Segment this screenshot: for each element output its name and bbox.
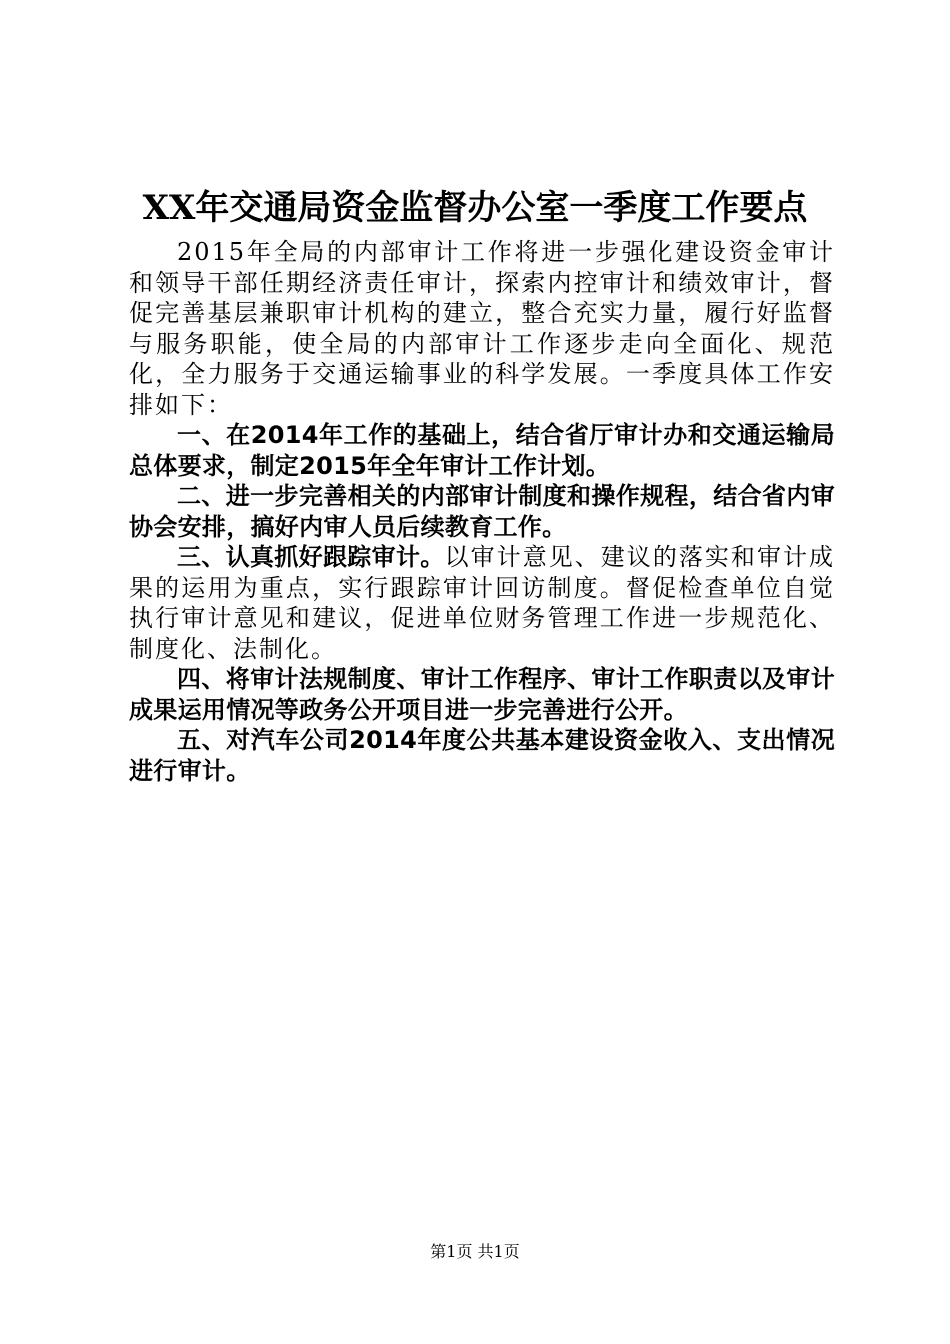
page-number-footer: 第1页 共1页 — [430, 1242, 520, 1261]
work-item-2: 二、进一步完善相关的内部审计制度和操作规程，结合省内审协会安排，搞好内审人员后续教育工作。 — [129, 482, 835, 541]
document-title: XX年交通局资金监督办公室一季度工作要点 — [142, 188, 808, 228]
intro-paragraph: 2015年全局的内部审计工作将进一步强化建设资金审计和领导干部任期经济责任审计，探索内控审计和绩效审计，督促完善基层兼职审计机构的建立，整合充实力量，履行好监督与服务职能，使全局的内部审计工作逐步走向全面化、规范化，全力服务于交通运输事业的科学发展。一季度具体工作安排如下： — [129, 238, 835, 419]
work-item-3-lead: 三、认真抓好跟踪审计。 — [177, 543, 445, 571]
work-item-4: 四、将审计法规制度、审计工作程序、审计工作职责以及审计成果运用情况等政务公开项目进一步完善进行公开。 — [129, 665, 835, 724]
document-body — [129, 237, 835, 786]
work-item-1: 一、在2014年工作的基础上，结合省厅审计办和交通运输局总体要求，制定2015年全年审计工作计划。 — [129, 421, 835, 480]
work-item-5: 五、对汽车公司2014年度公共基本建设资金收入、支出情况进行审计。 — [129, 726, 835, 785]
work-item-3-body: 以审计意见、建议的落实和审计成果的运用为重点，实行跟踪审计回访制度。督促检查单位自觉执行审计意见和建议，促进单位财务管理工作进一步规范化、制度化、法制化。 — [129, 543, 835, 663]
work-item-3 — [129, 542, 835, 664]
